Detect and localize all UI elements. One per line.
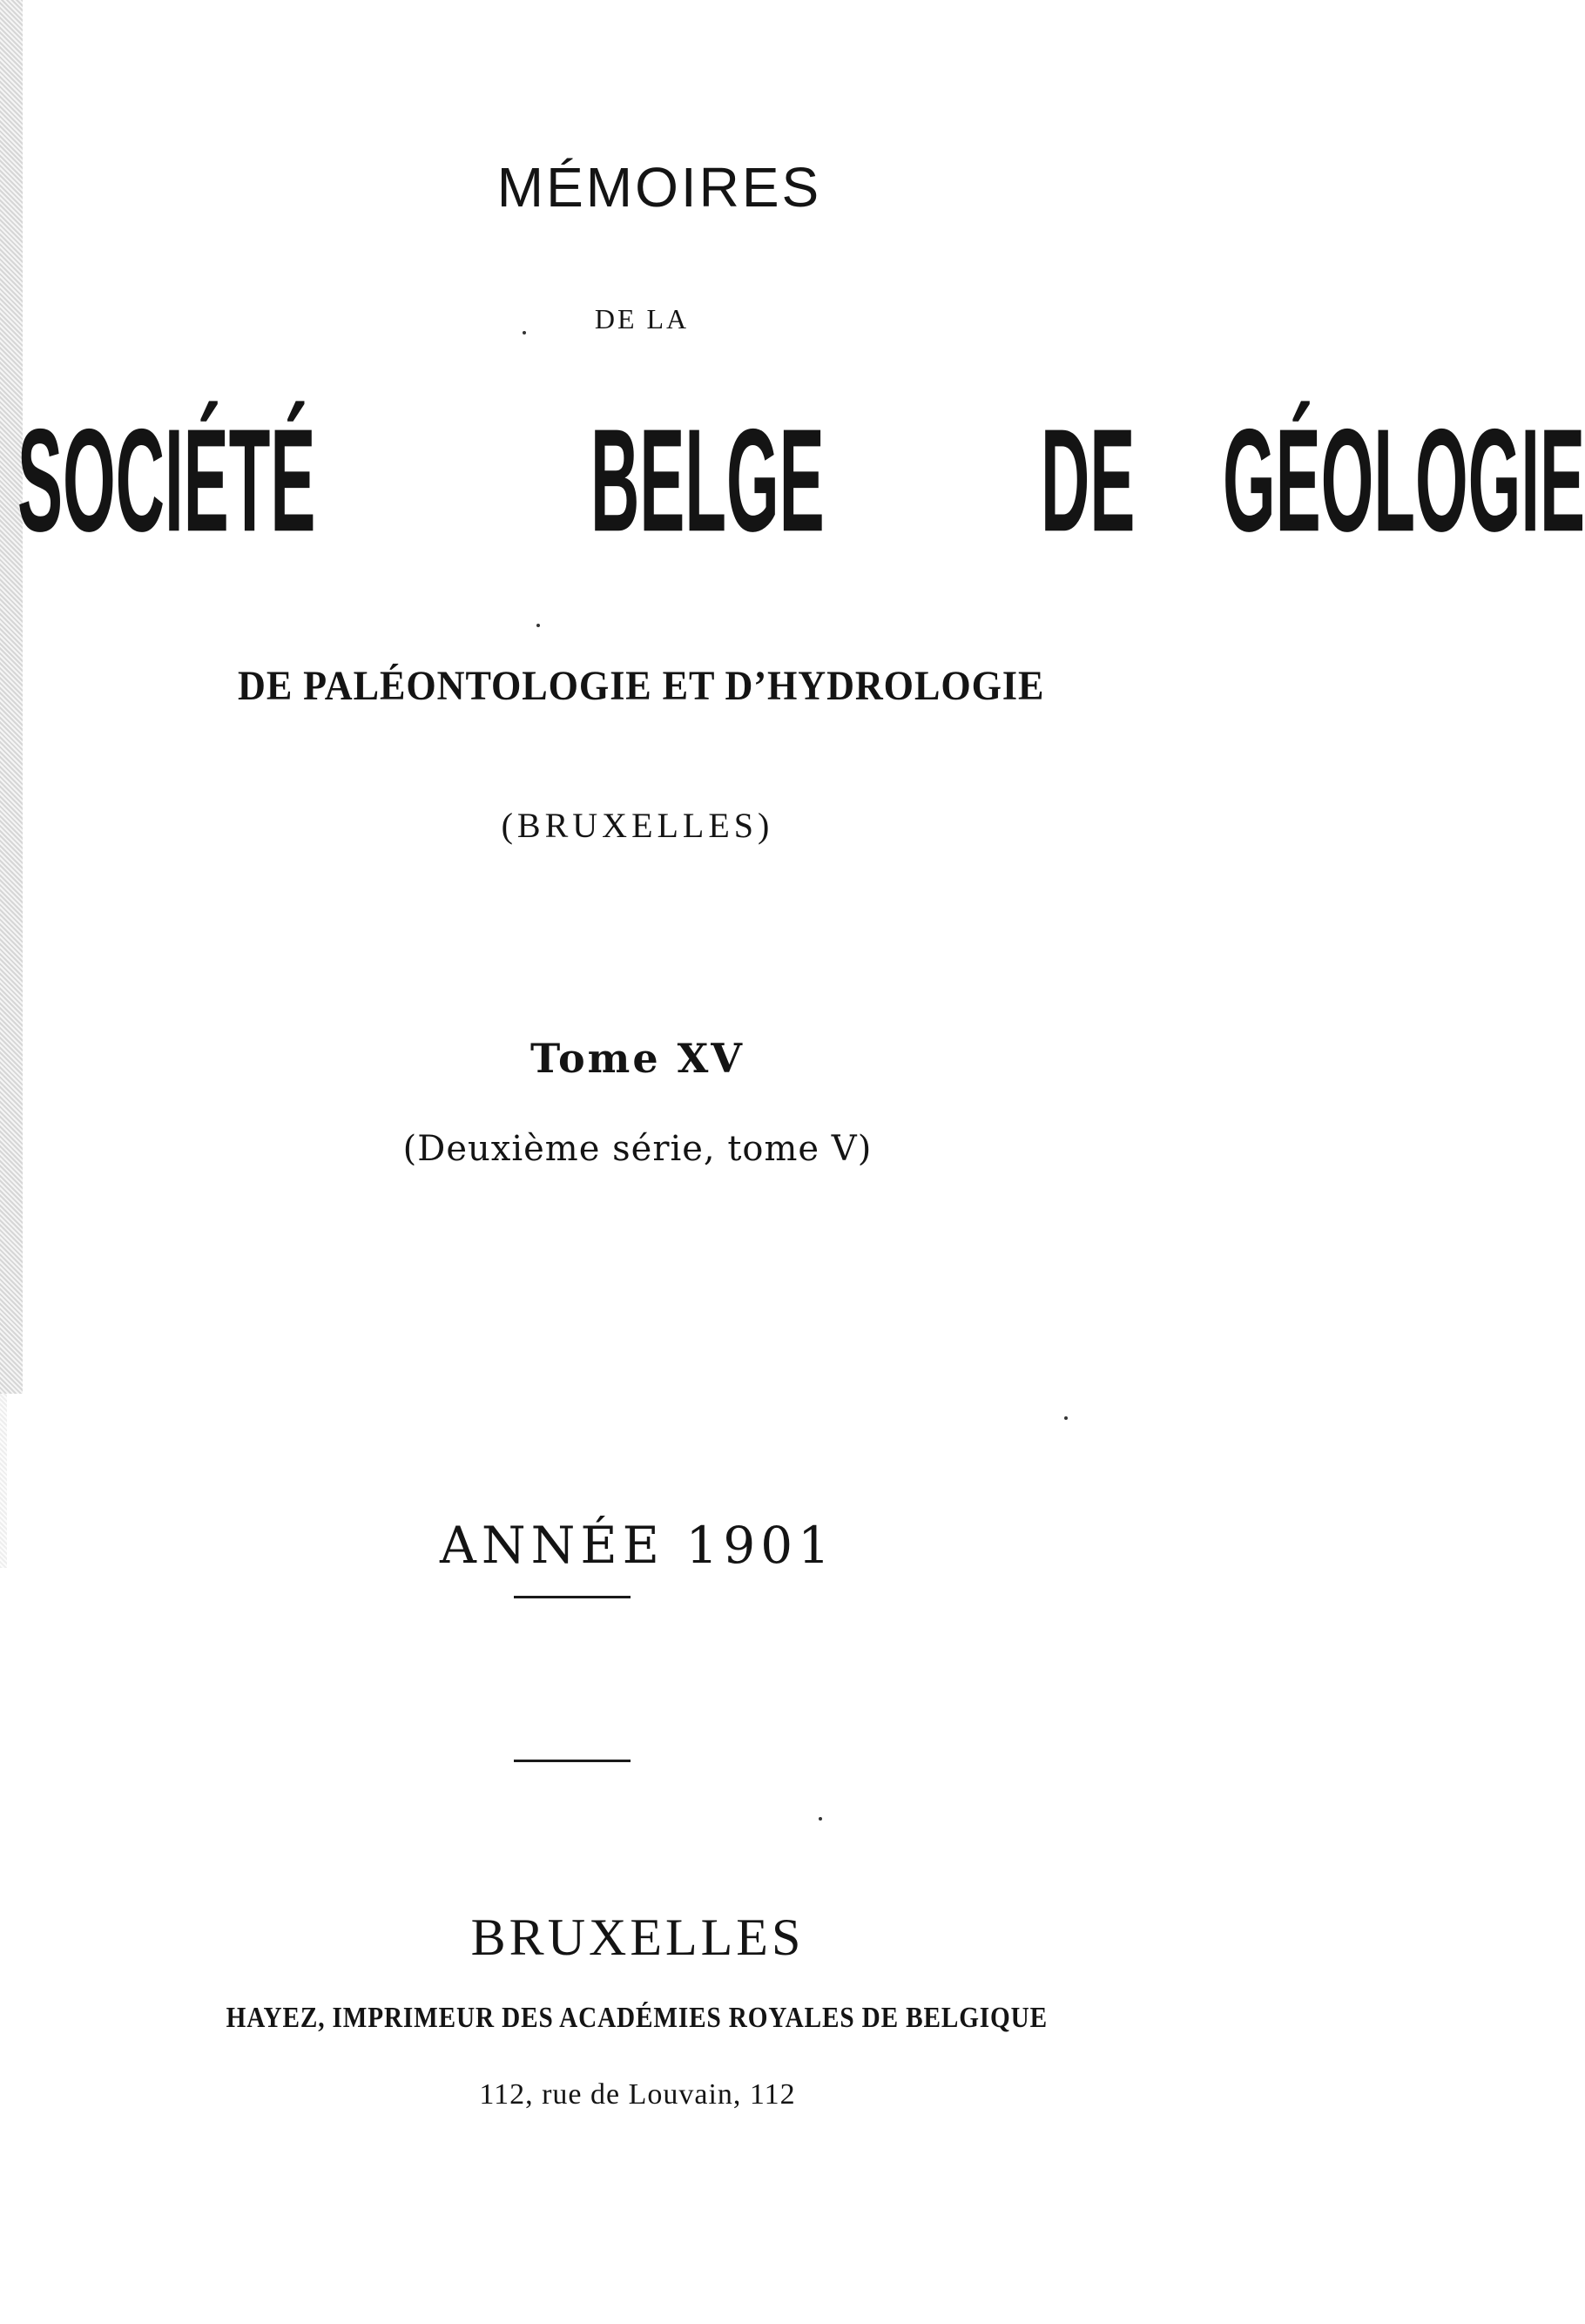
print-speck — [536, 624, 540, 627]
imprint-printer: HAYEZ, IMPRIMEUR DES ACADÉMIES ROYALES DE BELGIQUE — [226, 2002, 1048, 2034]
society-word-3: DE — [1041, 397, 1136, 563]
year-label: ANNÉE 1901 — [439, 1516, 836, 1575]
print-speck — [1064, 1416, 1068, 1420]
society-word-2: BELGE — [590, 397, 826, 563]
heading-memoires: MÉMOIRES — [496, 156, 822, 219]
series-label: (Deuxième série, tome V) — [402, 1129, 873, 1169]
society-word-4: GÉOLOGIE — [1222, 397, 1585, 563]
society-word-1: SOCIÉTÉ — [17, 397, 316, 563]
print-speck — [819, 1817, 822, 1821]
society-name — [17, 397, 1585, 563]
rule-below-year — [514, 1760, 631, 1762]
imprint-address: 112, rue de Louvain, 112 — [479, 2078, 796, 2111]
rule-above-year — [514, 1596, 631, 1598]
imprint-city: BRUXELLES — [470, 1909, 805, 1966]
print-speck — [523, 331, 526, 334]
city-parenthetical: (BRUXELLES) — [501, 806, 774, 845]
volume-label: Tome XV — [530, 1035, 745, 1082]
subtitle-paleontologie: DE PALÉONTOLOGIE ET D’HYDROLOGIE — [238, 663, 1045, 709]
connector-de-la: DE LA — [594, 303, 690, 334]
